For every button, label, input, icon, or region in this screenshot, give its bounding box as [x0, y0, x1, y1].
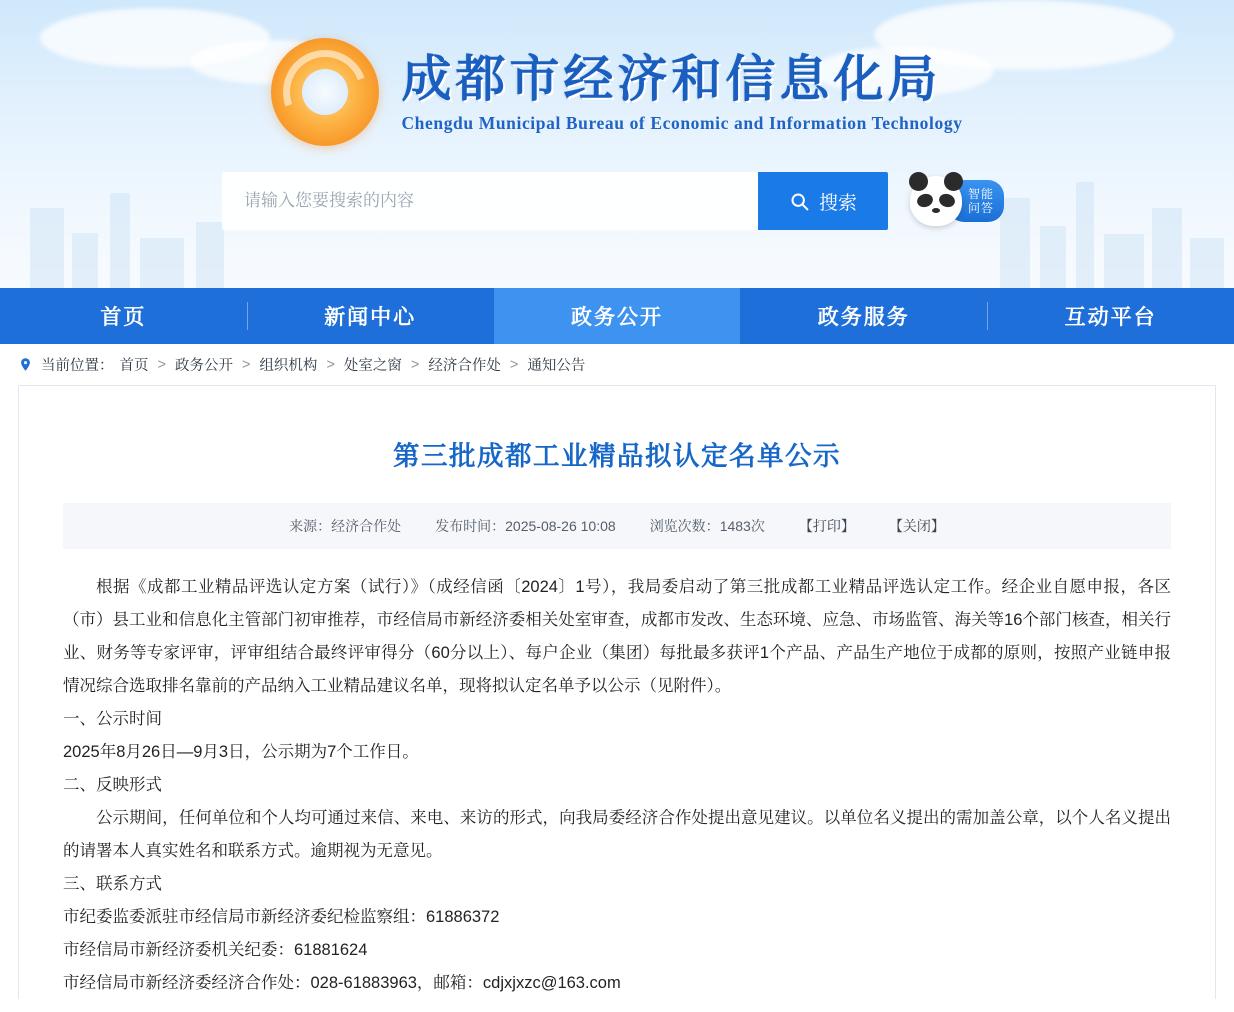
search-button-label: 搜索: [818, 192, 857, 214]
breadcrumb-separator: >: [241, 356, 251, 373]
meta-views: [650, 516, 765, 536]
smart-qa-line2: 问答: [968, 201, 995, 215]
meta-publish: [435, 516, 616, 536]
article-paragraph: 2025年8月26日—9月3日，公示期为7个工作日。: [63, 743, 419, 761]
breadcrumb-label: 当前位置：: [41, 358, 114, 374]
breadcrumb-separator: >: [157, 356, 166, 373]
search-row: [0, 172, 1234, 230]
nav-item-government-disclosure[interactable]: 政务公开: [494, 288, 741, 344]
article-paragraph: 一、公示时间: [63, 710, 162, 728]
meta-views-value: 1483次: [719, 518, 765, 534]
search-icon: [789, 191, 810, 212]
meta-source-value: 经济合作处: [331, 518, 402, 534]
article-paragraph: 市经信局市新经济委经济合作处：028-61883963，邮箱：cdjxjxzc@163.com: [63, 974, 621, 992]
smart-qa-entry[interactable]: [910, 175, 1012, 227]
print-button[interactable]: 【打印】: [798, 518, 855, 534]
panda-avatar-icon: [910, 176, 962, 226]
search-input[interactable]: [222, 172, 758, 230]
nav-item-interaction[interactable]: 互动平台: [987, 288, 1234, 344]
meta-publish-value: 2025-08-26 10:08: [505, 518, 616, 534]
meta-publish-label: 发布时间：: [435, 518, 506, 534]
breadcrumb-item-2[interactable]: 组织机构: [259, 358, 318, 374]
page-title: 第三批成都工业精品拟认定名单公示: [393, 441, 841, 471]
main-navigation: [0, 288, 1234, 344]
meta-source-label: 来源：: [289, 518, 332, 534]
breadcrumb-separator: >: [509, 356, 519, 373]
smart-qa-line1: 智能: [968, 186, 995, 201]
article-paragraph: 市纪委监委派驻市经信局市新经济委纪检监察组：61886372: [63, 908, 500, 926]
article-paragraph: 公示期间，任何单位和个人均可通过来信、来电、来访的形式，向我局委经济合作处提出意见建议。以单位名义提出的需加盖公章，以个人名义提出的请署本人真实姓名和联系方式。逾期视为无意见。: [63, 809, 1171, 860]
org-name-en: Chengdu Municipal Bureau of Economic and Information Technology: [401, 112, 963, 133]
location-pin-icon: [18, 357, 33, 372]
breadcrumb-item-3[interactable]: 处室之窗: [343, 358, 402, 374]
breadcrumb-separator: >: [326, 356, 335, 373]
article-paragraph: 根据《成都工业精品评选认定方案（试行）》（成经信函〔2024〕1号），我局委启动了第三批成都工业精品评选认定工作。经企业自愿申报，各区（市）县工业和信息化主管部门初审推荐，市经信局市新经济委相关处室审查，成都市发改、生态环境、应急、市场监管、海关等16个部门核查，相关行业、财务等专家评审，评审组结合最终评审得分（60分以上）、每户企业（集团）每批最多获评1个产品、产品生产地位于成都的原则，按照产业链申报情况综合选取排名靠前的产品纳入工业精品建议名单，现将拟认定名单予以公示（见附件）。: [63, 578, 1171, 695]
nav-item-government-services[interactable]: 政务服务: [817, 306, 910, 329]
search-button[interactable]: [758, 172, 888, 230]
breadcrumb-item-5[interactable]: 通知公告: [527, 358, 586, 374]
breadcrumb: [0, 344, 1234, 385]
article-card: [18, 385, 1216, 999]
swirl-emblem-icon: [271, 38, 379, 146]
article-paragraph: 二、反映形式: [63, 776, 162, 794]
article-paragraph: 市经信局市新经济委机关纪委：61881624: [63, 941, 368, 959]
nav-item-home[interactable]: 首页: [100, 306, 147, 329]
nav-item-news[interactable]: 新闻中心: [247, 288, 494, 344]
breadcrumb-item-1[interactable]: 政务公开: [174, 358, 233, 374]
site-header-banner: [0, 0, 1234, 288]
close-button[interactable]: 【关闭】: [888, 518, 945, 534]
breadcrumb-item-4[interactable]: 经济合作处: [428, 358, 501, 374]
meta-source: [289, 516, 401, 536]
article-meta: [63, 503, 1171, 549]
article-body: [63, 549, 1171, 1000]
meta-views-label: 浏览次数：: [649, 518, 720, 534]
org-name-cn: 成都市经济和信息化局: [401, 50, 942, 107]
breadcrumb-separator: >: [410, 356, 420, 373]
article-paragraph: 三、联系方式: [63, 875, 162, 893]
logo-row: [0, 0, 1234, 146]
breadcrumb-item-0[interactable]: 首页: [119, 358, 149, 374]
